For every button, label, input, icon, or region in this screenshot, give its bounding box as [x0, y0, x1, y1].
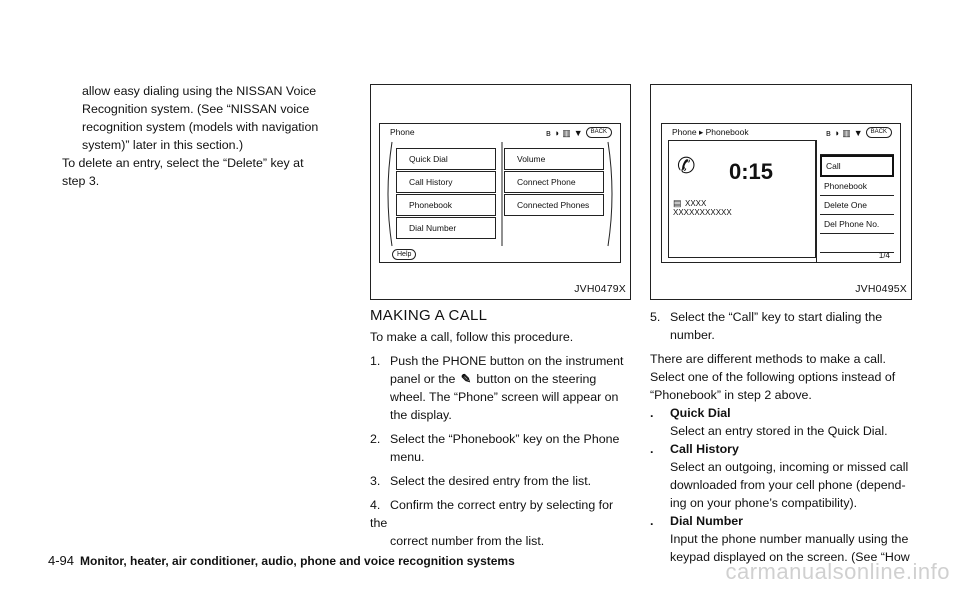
option-dial-number	[650, 512, 914, 566]
contact-name: XXXX	[685, 199, 707, 208]
step-number: 5.	[650, 310, 661, 324]
methods-line: Select one of the following options instead of	[650, 370, 896, 384]
step-5	[650, 308, 914, 344]
figure-phonebook	[650, 84, 912, 300]
page-number: 4-94	[48, 553, 75, 568]
bullet: .	[650, 406, 654, 420]
bluetooth-icon: ʙ	[546, 127, 551, 138]
step-number: 1.	[370, 354, 381, 368]
para1-line: system)” later in this section.)	[82, 138, 244, 152]
bluetooth-icon: ʙ	[826, 127, 831, 138]
option-desc: ing on your phone’s compatibility).	[670, 496, 858, 510]
contact-icon: ▤	[673, 198, 682, 208]
option-title: Dial Number	[670, 514, 743, 528]
phonebook-button[interactable]: Phonebook	[820, 177, 894, 196]
battery-icon: ▥	[562, 127, 571, 138]
step-line: Select the “Phonebook” key on the Phone	[390, 432, 620, 446]
battery-icon: ▥	[842, 127, 851, 138]
step-line: the display.	[390, 408, 452, 422]
phonebook-screen	[661, 123, 901, 263]
para2-line: step 3.	[62, 174, 100, 188]
steering-switch-icon: ✎	[460, 372, 472, 386]
delete-one-button[interactable]: Delete One	[820, 196, 894, 215]
phone-status-icon: ◑	[833, 127, 840, 138]
screen-title: Phone	[390, 127, 415, 137]
connect-phone-button[interactable]: Connect Phone	[504, 171, 604, 193]
dial-number-button[interactable]: Dial Number	[396, 217, 496, 239]
volume-button[interactable]: Volume	[504, 148, 604, 170]
left-column	[62, 82, 352, 190]
watermark: carmanualsonline.info	[725, 559, 950, 584]
figure-id: JVH0495X	[855, 283, 907, 295]
bullet: .	[650, 514, 654, 528]
step-line: Select the “Call” key to start dialing the	[670, 310, 883, 324]
middle-column	[370, 328, 632, 550]
methods-line: “Phonebook” in step 2 above.	[650, 388, 812, 402]
section-heading: MAKING A CALL	[370, 307, 488, 324]
handset-icon: ✆	[677, 153, 696, 178]
option-desc: Select an entry stored in the Quick Dial.	[670, 424, 888, 438]
del-phone-no-button[interactable]: Del Phone No.	[820, 215, 894, 234]
step-line: wheel. The “Phone” screen will appear on	[390, 390, 619, 404]
option-desc: downloaded from your cell phone (depend-	[670, 478, 906, 492]
option-call-history	[650, 440, 914, 512]
figure-id: JVH0479X	[574, 283, 626, 295]
help-button[interactable]: Help	[392, 249, 416, 260]
panel-divider	[816, 140, 817, 262]
back-button[interactable]: BACK	[586, 127, 612, 138]
menu-frame	[380, 124, 620, 262]
footer-section-title: Monitor, heater, air conditioner, audio, phone and voice recognition systems	[80, 554, 515, 568]
status-bar	[826, 127, 892, 138]
para1-line: Recognition system. (See “NISSAN voice	[82, 102, 310, 116]
step-line: button on the steering	[476, 372, 597, 386]
step-2	[370, 430, 632, 466]
back-button[interactable]: BACK	[866, 127, 892, 138]
call-history-button[interactable]: Call History	[396, 171, 496, 193]
option-title: Quick Dial	[670, 406, 731, 420]
right-column	[650, 308, 914, 566]
page-indicator: 1/4	[878, 251, 890, 260]
page-footer	[48, 553, 515, 568]
step-line: menu.	[390, 450, 425, 464]
step-3	[370, 472, 632, 490]
bullet: .	[650, 442, 654, 456]
step-line: panel or the	[390, 372, 456, 386]
step-number: 3.	[370, 474, 381, 488]
option-desc: Select an outgoing, incoming or missed call	[670, 460, 909, 474]
phone-status-icon: ◑	[553, 127, 560, 138]
step-line: correct number from the list.	[390, 534, 545, 548]
call-button[interactable]: Call	[820, 155, 894, 177]
option-desc: keypad displayed on the screen. (See “How	[670, 550, 910, 564]
step-number: 4.	[370, 498, 381, 512]
quick-dial-button[interactable]: Quick Dial	[396, 148, 496, 170]
phonebook-menu	[820, 154, 894, 253]
para1-line: allow easy dialing using the NISSAN Voice	[82, 84, 317, 98]
option-title: Call History	[670, 442, 739, 456]
para2-line: To delete an entry, select the “Delete” key at	[62, 156, 304, 170]
step-4	[370, 496, 632, 550]
phone-screen	[379, 123, 621, 263]
phonebook-button[interactable]: Phonebook	[396, 194, 496, 216]
step-line: Select the desired entry from the list.	[390, 474, 592, 488]
methods-line: There are different methods to make a call.	[650, 352, 887, 366]
call-info-panel	[668, 140, 816, 258]
step-line: number.	[670, 328, 715, 342]
step-line: Confirm the correct entry by selecting for the	[370, 498, 614, 530]
signal-icon: ▼	[573, 127, 583, 138]
figure-phone-menu	[370, 84, 631, 300]
step-line: Push the PHONE button on the instrument	[390, 354, 624, 368]
step-1	[370, 352, 632, 424]
option-desc: Input the phone number manually using the	[670, 532, 909, 546]
screen-title: Phone ▸ Phonebook	[672, 127, 749, 137]
contact-number: XXXXXXXXXXX	[673, 208, 732, 217]
intro-text: To make a call, follow this procedure.	[370, 330, 574, 344]
option-quick-dial	[650, 404, 914, 440]
signal-icon: ▼	[853, 127, 863, 138]
para1-line: recognition system (models with navigation	[82, 120, 319, 134]
step-number: 2.	[370, 432, 381, 446]
connected-phones-button[interactable]: Connected Phones	[504, 194, 604, 216]
call-timer: 0:15	[729, 159, 774, 184]
